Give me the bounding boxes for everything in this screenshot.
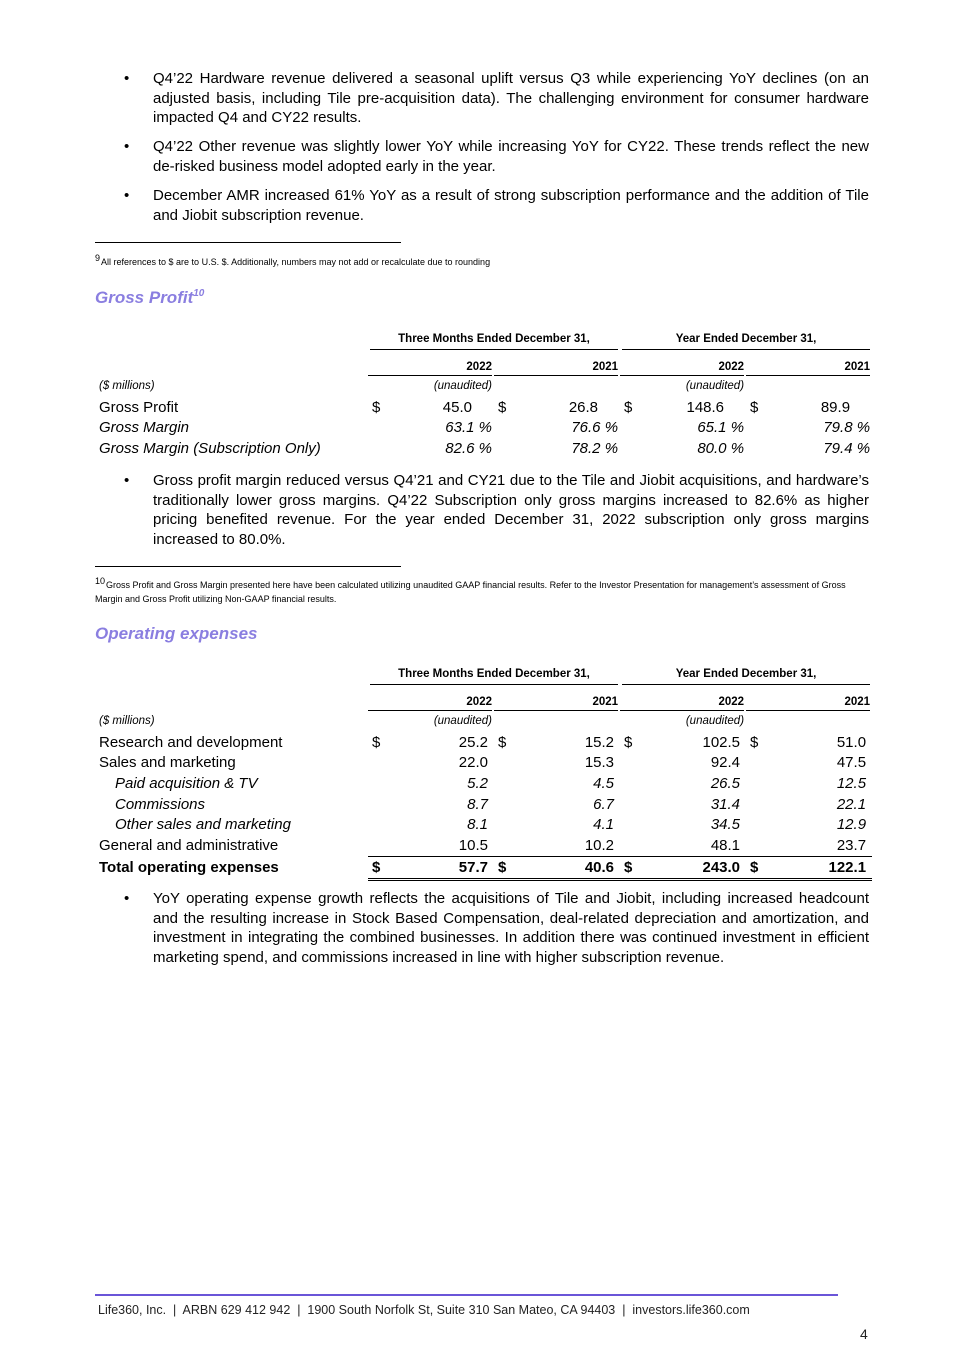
table-year-header (95, 353, 872, 376)
dollar-sign: $ (372, 733, 381, 751)
cell-value: 65.1 % (697, 419, 745, 437)
cell-value: 34.5 (710, 816, 741, 834)
dollar-sign: $ (498, 398, 507, 416)
cell-value: 8.1 (467, 816, 488, 834)
cell-value: 51.0 (836, 733, 867, 751)
cell-value: 48.1 (710, 836, 741, 854)
operating-expenses-table (95, 665, 872, 881)
row-label: Total operating expenses (99, 859, 279, 877)
footnote-9 (95, 251, 870, 269)
table-row (95, 773, 872, 794)
cell-value: 40.6 (514, 856, 620, 879)
table-year-header (95, 688, 872, 711)
header-text: Year Ended December 31, (622, 333, 870, 350)
header-text: Three Months Ended December 31, (370, 668, 618, 685)
row-label: Research and development (99, 733, 283, 751)
section-title-text: Gross Profit (95, 288, 194, 307)
footer-text: Life360, Inc. | ARBN 629 412 942 | 1900 South Norfolk St, Suite 310 San Mateo, CA 94403 | investors.life360.com (98, 1303, 750, 1317)
table-row (95, 794, 872, 815)
table-row (95, 814, 872, 835)
table-row (95, 397, 872, 418)
cell-value: 22.1 (836, 795, 867, 813)
dollar-sign: $ (746, 856, 766, 879)
unaudited-label: (unaudited) (685, 380, 745, 393)
row-label: Gross Profit (99, 398, 179, 416)
bullet-text: Gross profit margin reduced versus Q4’21 and CY21 due to the Tile and Jiobit acquisitions, and hardware’s traditionally lower gross margins. Q4’22 Subscription only gross margins increased to 82.6% as higher pricing benefited revenue. For the year ended December 31, 2022 subscription only gross margins increased to 80.0%. (153, 472, 869, 548)
table-row (95, 835, 872, 856)
bullet-text: December AMR increased 61% YoY as a result of strong subscription performance and the addition of Tile and Jiobit subscription revenue. (153, 187, 869, 224)
year-header (746, 353, 872, 376)
cell-value: 243.0 (640, 856, 746, 879)
section-title-text: Operating expenses (95, 624, 258, 643)
cell-value: 10.5 (458, 836, 488, 854)
year-header (620, 353, 746, 376)
bullet-dot: • (124, 890, 130, 907)
cell-value: 148.6 (686, 398, 725, 416)
row-label: Paid acquisition & TV (115, 774, 258, 792)
year-header (494, 688, 620, 711)
group-year (620, 665, 872, 688)
unaudited-label: (unaudited) (433, 380, 492, 393)
cell-value: 8.7 (467, 795, 488, 813)
cell-value: 76.6 % (571, 419, 619, 437)
cell-value: 26.5 (710, 774, 741, 792)
footnote-text: All references to $ are to U.S. $. Additionally, numbers may not add or recalculate due to rounding (101, 257, 491, 267)
footer-rule (95, 1294, 838, 1296)
cell-value: 80.0 % (697, 439, 745, 457)
header-text: 2021 (494, 696, 618, 711)
table-row (95, 417, 872, 438)
dollar-sign: $ (494, 856, 514, 879)
table-row (95, 732, 872, 753)
dollar-sign: $ (372, 398, 381, 416)
header-text: Three Months Ended December 31, (370, 333, 618, 350)
table-unit-row (95, 711, 872, 732)
footnote-rule (95, 242, 401, 243)
gross-profit-table (95, 330, 872, 459)
unaudited-label: (unaudited) (685, 715, 745, 728)
header-text: 2022 (620, 361, 744, 376)
dollar-sign: $ (498, 733, 507, 751)
dollar-sign: $ (368, 856, 388, 879)
header-text: 2022 (368, 696, 492, 711)
table-row (95, 438, 872, 459)
cell-value: 23.7 (836, 836, 867, 854)
header-text: Year Ended December 31, (622, 668, 870, 685)
year-header (494, 353, 620, 376)
table-group-header (95, 665, 872, 688)
cell-value: 4.1 (593, 816, 615, 834)
row-label: Gross Margin (99, 419, 190, 437)
header-text: 2021 (746, 696, 870, 711)
table-total-row (95, 856, 872, 879)
bullet-text: Q4’22 Hardware revenue delivered a seasonal uplift versus Q3 while experiencing YoY declines (on an adjusted basis, including Tile pre-acquisition data). The challenging environment for consumer hardware impacted Q4 and CY22 results. (153, 70, 869, 126)
table-unit-row (95, 376, 872, 397)
bullet-dot: • (124, 138, 130, 155)
header-text: 2022 (620, 696, 744, 711)
cell-value: 79.4 % (823, 439, 871, 457)
cell-value: 6.7 (593, 795, 615, 813)
cell-value: 31.4 (710, 795, 741, 813)
dollar-sign: $ (624, 733, 633, 751)
bullet-text: YoY operating expense growth reflects the acquisitions of Tile and Jiobit, including increased headcount and the resulting increase in Stock Based Compensation, deal-related depreciation and amortization, and investment in integrating the combined businesses. In addition there was continued investment in efficient marketing spend, and commissions increased in line with higher subscription revenue. (153, 890, 869, 966)
operating-expenses-title (95, 624, 258, 644)
cell-value: 79.8 % (823, 419, 871, 437)
cell-value: 63.1 % (445, 419, 492, 437)
bullet-dot: • (124, 70, 130, 87)
footnote-ref: 10 (193, 288, 205, 299)
year-header (368, 353, 494, 376)
unit-label: ($ millions) (99, 380, 155, 393)
page-number: 4 (860, 1326, 868, 1342)
table-row (95, 752, 872, 773)
cell-value: 78.2 % (571, 439, 619, 457)
cell-value: 82.6 % (445, 439, 492, 457)
year-header (620, 688, 746, 711)
dollar-sign: $ (620, 856, 640, 879)
footnote-text: Gross Profit and Gross Margin presented here have been calculated utilizing unaudited GAAP financial results. Refer to the Investor Presentation for management’s assessment of Gross Margin and Gross Profit utilizing Non-GAAP financial results. (95, 580, 846, 604)
dollar-sign: $ (624, 398, 633, 416)
table-group-header (95, 330, 872, 353)
cell-value: 10.2 (584, 836, 615, 854)
cell-value: 26.8 (568, 398, 599, 416)
cell-value: 25.2 (458, 733, 488, 751)
cell-value: 22.0 (458, 754, 488, 772)
footnote-10 (95, 574, 870, 606)
cell-value: 102.5 (702, 733, 741, 751)
cell-value: 4.5 (593, 774, 615, 792)
row-label: Other sales and marketing (115, 816, 291, 834)
unaudited-label: (unaudited) (433, 715, 492, 728)
group-year (620, 330, 872, 353)
dollar-sign: $ (750, 398, 759, 416)
bullet-dot: • (124, 187, 130, 204)
footnote-rule (95, 566, 401, 567)
cell-value: 15.2 (584, 733, 615, 751)
cell-value: 92.4 (710, 754, 741, 772)
cell-value: 45.0 (442, 398, 472, 416)
bullet-dot: • (124, 472, 130, 489)
header-text: 2021 (494, 361, 618, 376)
year-header (746, 688, 872, 711)
gross-profit-title (95, 288, 204, 308)
row-label: General and administrative (99, 837, 279, 855)
cell-value: 15.3 (584, 754, 615, 772)
row-label: Gross Margin (Subscription Only) (99, 439, 321, 457)
bullet-text: Q4’22 Other revenue was slightly lower YoY while increasing YoY for CY22. These trends reflect the new de-risked business model adopted early in the year. (153, 138, 869, 175)
footnote-mark: 10 (95, 576, 106, 586)
cell-value: 12.5 (836, 774, 867, 792)
footnote-mark: 9 (95, 253, 101, 263)
cell-value: 89.9 (820, 398, 851, 416)
header-text: 2022 (368, 361, 492, 376)
group-three-months (368, 330, 620, 353)
cell-value: 12.9 (836, 816, 867, 834)
cell-value: 5.2 (467, 774, 488, 792)
group-three-months (368, 665, 620, 688)
dollar-sign: $ (750, 733, 759, 751)
header-text: 2021 (746, 361, 870, 376)
cell-value: 122.1 (766, 856, 872, 879)
unit-label: ($ millions) (99, 715, 155, 728)
row-label: Commissions (115, 795, 206, 813)
cell-value: 57.7 (388, 856, 494, 879)
cell-value: 47.5 (836, 754, 867, 772)
row-label: Sales and marketing (99, 754, 236, 772)
year-header (368, 688, 494, 711)
